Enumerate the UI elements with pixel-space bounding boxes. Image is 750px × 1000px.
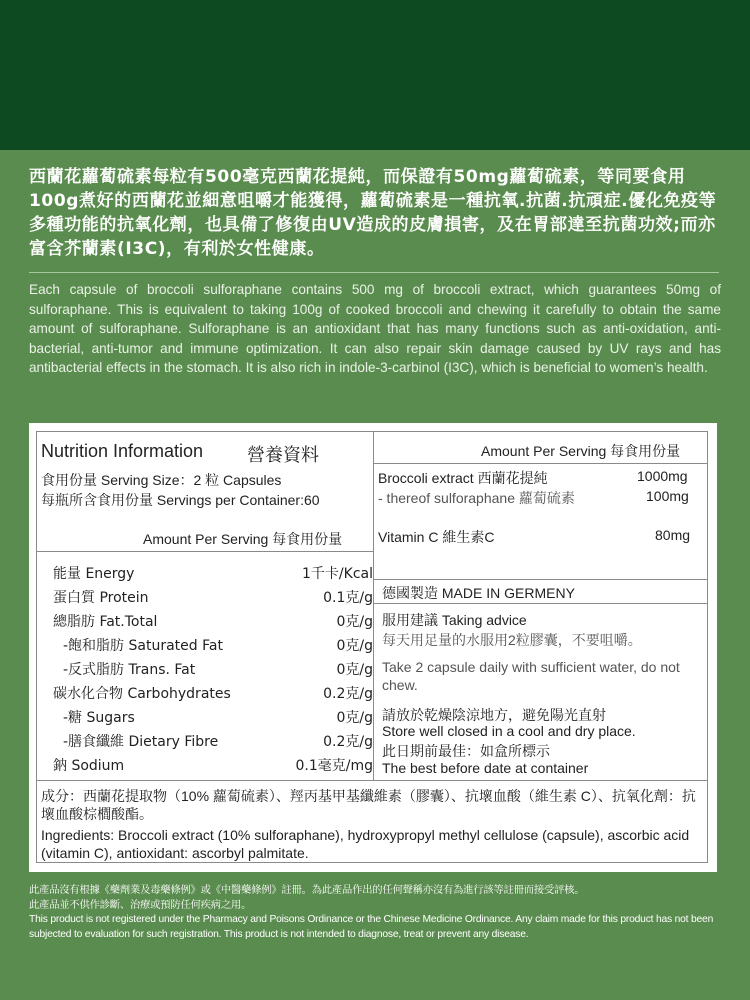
nutrient-value: 0克/g [336, 638, 373, 654]
nutrition-title-zh: 營養資料 [247, 445, 319, 466]
nutrient-name: -膳食纖維 Dietary Fibre [63, 734, 219, 750]
nutrition-title-en: Nutrition Information [41, 441, 204, 461]
nutrient-value: 0克/g [336, 662, 373, 678]
ingredients-en: Ingredients: Broccoli extract (10% sulforaphane), hydroxypropyl methyl cellulose (capsule), ascorbic acid (vitamin C), antioxidant: ascorbyl palmitate. [41, 827, 690, 861]
disclaimer [29, 884, 721, 942]
nutrient-row [53, 611, 373, 635]
nutrient-name: -糖 Sugars [63, 710, 135, 726]
nutrient-value: 0.1克/g [323, 590, 373, 606]
nutrient-row [53, 683, 373, 707]
nutrient-name: 鈉 Sodium [53, 758, 125, 774]
disclaimer-zh-2: 此產品並不供作診斷、治療或預防任何疾病之用。 [29, 899, 252, 911]
right-header-rule [373, 463, 708, 464]
nutrient-value: 0.2克/g [323, 686, 373, 702]
broccoli-extract-value: 1000mg [637, 468, 688, 484]
top-dark-band [0, 0, 750, 150]
nutrient-row [53, 659, 373, 683]
nutrient-value: 0.1毫克/mg [295, 758, 373, 774]
description-english: Each capsule of broccoli sulforaphane contains 500 mg of broccoli extract, which guarantees 50mg of sulforaphane. This is equivalent to taking 100g of cooked broccoli and chewing it carefully to obtain the same amount of sulforaphane. Sulforaphane is an antioxidant that has many functions such as anti-oxidation, anti-bacterial, anti-tumor and immune optimization. It can also repair skin damage caused by UV rays and has antibacterial effects in the stomach. It is also rich in indole-3-carbinol (I3C), which is beneficial to women’s health. [29, 282, 721, 375]
nutrient-name: 總脂肪 Fat.Total [53, 614, 158, 630]
best-before-zh: 此日期前最佳：如盒所標示 [382, 743, 550, 759]
advice-en: Take 2 capsule daily with sufficient water, do not chew. [382, 659, 680, 693]
nutrient-name: 能量 Energy [53, 566, 135, 582]
storage-zh: 請放於乾燥陰涼地方，避免陽光直射 [382, 707, 606, 723]
vitamin-c-name: Vitamin C 維生素C [378, 529, 495, 545]
nutrient-value: 0.2克/g [323, 734, 373, 750]
made-in-rule-top [373, 579, 708, 580]
nutrient-row [53, 755, 373, 779]
vitamin-c-value: 80mg [655, 527, 691, 543]
serving-size: 食用份量 Serving Size：2 粒 Capsules [41, 472, 282, 488]
section-divider [29, 272, 719, 273]
ingredients-rule [36, 780, 708, 781]
nutrient-row [53, 635, 373, 659]
amount-per-serving-left: Amount Per Serving 每食用份量 [143, 531, 343, 547]
nutrient-value: 1千卡/Kcal [302, 566, 373, 582]
sulforaphane-value: 100mg [646, 488, 689, 504]
nutrient-row [53, 563, 373, 587]
nutrient-value: 0克/g [336, 614, 373, 630]
ingredients-zh: 成分：西蘭花提取物（10% 蘿蔔硫素）、羥丙基甲基纖維素（膠囊）、抗壞血酸（維生素 C）、抗氧化劑：抗壞血酸棕櫚酸酯。 [41, 788, 696, 822]
broccoli-extract-name: Broccoli extract 西蘭花提純 [378, 470, 548, 486]
nutrient-value: 0克/g [336, 710, 373, 726]
nutrition-panel [29, 423, 717, 872]
nutrient-name: 蛋白質 Protein [53, 590, 149, 606]
left-header-rule [36, 551, 373, 552]
servings-per-container: 每瓶所含食用份量 Servings per Container:60 [41, 492, 320, 508]
made-in-label: 德國製造 MADE IN GERMENY [382, 585, 575, 601]
sulforaphane-name: - thereof sulforaphane 蘿蔔硫素 [378, 490, 575, 506]
nutrient-name: -反式脂肪 Trans. Fat [63, 662, 196, 678]
amount-per-serving-right: Amount Per Serving 每食用份量 [481, 443, 681, 459]
nutrient-row [53, 731, 373, 755]
nutrient-row [53, 707, 373, 731]
best-before-en: The best before date at container [382, 760, 589, 776]
advice-title: 服用建議 Taking advice [382, 612, 527, 628]
disclaimer-en: This product is not registered under the Pharmacy and Poisons Ordinance or the Chinese Medicine Ordinance. Any claim made for this product has not been subjected to evaluation for such registration. This product is not intended to diagnose, treat or prevent any disease. [29, 914, 714, 940]
nutrient-name: -飽和脂肪 Saturated Fat [63, 638, 223, 654]
made-in-rule-bottom [373, 603, 708, 604]
description-chinese: 西蘭花蘿蔔硫素每粒有500毫克西蘭花提純，而保證有50mg蘿蔔硫素，等同要食用100g煮好的西蘭花並細意咀嚼才能獲得，蘿蔔硫素是一種抗氧.抗菌.抗頑症.優化免疫等多種功能的抗氧化劑，也具備了修復由UV造成的皮膚損害，及在胃部達至抗菌功效;而亦富含芥蘭素(I3C)，有利於女性健康。 [29, 167, 717, 259]
storage-en: Store well closed in a cool and dry place. [382, 723, 636, 739]
disclaimer-zh-1: 此產品沒有根據《藥劑業及毒藥條例》或《中醫藥條例》註冊。為此產品作出的任何聲稱亦沒有為進行該等註冊而接受評核。 [29, 885, 585, 896]
advice-zh: 每天用足量的水服用2粒膠囊，不要咀嚼。 [382, 632, 642, 648]
column-divider [373, 431, 374, 781]
nutrient-name: 碳水化合物 Carbohydrates [53, 686, 231, 702]
nutrient-row [53, 587, 373, 611]
